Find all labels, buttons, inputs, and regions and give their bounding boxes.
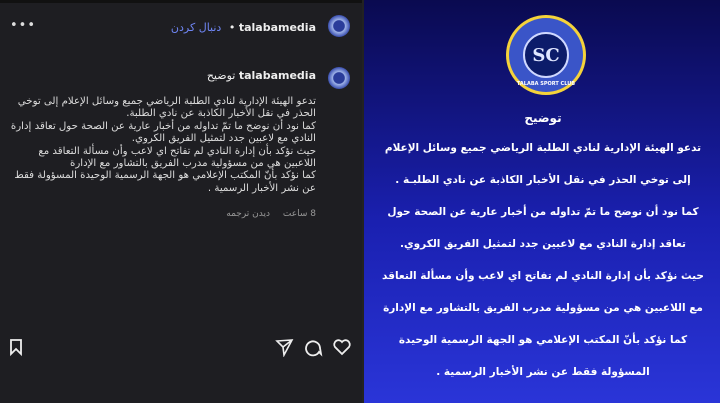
see-translation-link[interactable]: ديدن ترجمه — [226, 209, 271, 219]
image-line: إلى توخي الحذر في نقل الأخبار الكاذبة عن نادي الطلبـة . — [395, 174, 691, 186]
save-bookmark-icon[interactable] — [6, 337, 26, 357]
logo-mark: SC — [523, 32, 569, 78]
image-line: كما نود أن نوضح ما تمّ تداوله من أخبار عارية عن الصحة حول — [387, 206, 699, 218]
caption-text: تدعو الهيئة الإدارية لنادي الطلبة الرياضي جميع وسائل الإعلام إلى توخي الحذر في نقل الأخبار الكاذبة عن نادي الطلبة. كما نود أن نوضح ما تمّ تداوله من أخبار عارية عن الصحة حول تعاقد إدارة النادي مع لاعبين جدد لتمثيل الفريق الكروي. حيث نؤكد بأن إدارة النادي لم تفاتح اي لاعب وأن مسألة التعاقد مع اللاعبين هي من مسؤولية مدرب الفريق بالتشاور مع الإدارة كما نؤكد بأنّ المكتب الإعلامي هو الجهة الرسمية الوحيدة المسؤولة فقط عن نشر الأخبار الرسمية . — [10, 96, 316, 194]
caption-meta — [216, 209, 316, 219]
image-line: المسؤولة فقط عن نشر الأخبار الرسمية . — [436, 366, 650, 378]
image-line: تعاقد إدارة النادي مع لاعبين جدد لتمثيل الفريق الكروي. — [400, 238, 686, 250]
post-image — [362, 0, 720, 403]
username-link[interactable]: talabamedia — [238, 21, 316, 34]
caption-title: توضيح — [206, 69, 236, 82]
image-title: توضيح — [524, 111, 562, 125]
post-header — [171, 21, 316, 34]
image-line: كما نؤكد بأنّ المكتب الإعلامي هو الجهة الرسمية الوحيدة — [398, 334, 688, 346]
profile-avatar[interactable] — [328, 15, 350, 37]
separator: • — [228, 21, 236, 34]
caption-username[interactable]: talabamedia — [238, 69, 316, 82]
action-bar — [0, 337, 362, 359]
image-line: حيث نؤكد بأن إدارة النادي لم تفاتح اي لاعب وأن مسألة التعاقد — [382, 270, 704, 282]
image-line: مع اللاعبين هي من مسؤولية مدرب الفريق بالتشاور مع الإدارة — [383, 302, 703, 314]
logo-text: TALABA SPORT CLUB — [516, 81, 576, 87]
share-icon[interactable] — [274, 337, 294, 357]
more-options-icon[interactable]: ••• — [10, 18, 37, 33]
like-heart-icon[interactable] — [332, 337, 352, 357]
post-time: 8 ساعت — [282, 209, 316, 219]
comment-icon[interactable] — [303, 337, 323, 357]
caption-header — [207, 69, 316, 82]
follow-button[interactable]: دنبال کردن — [170, 21, 222, 34]
image-line: تدعو الهيئة الإدارية لنادي الطلبة الرياضي جميع وسائل الإعلام — [384, 142, 702, 154]
caption-avatar[interactable] — [328, 67, 350, 89]
club-logo — [506, 15, 586, 95]
